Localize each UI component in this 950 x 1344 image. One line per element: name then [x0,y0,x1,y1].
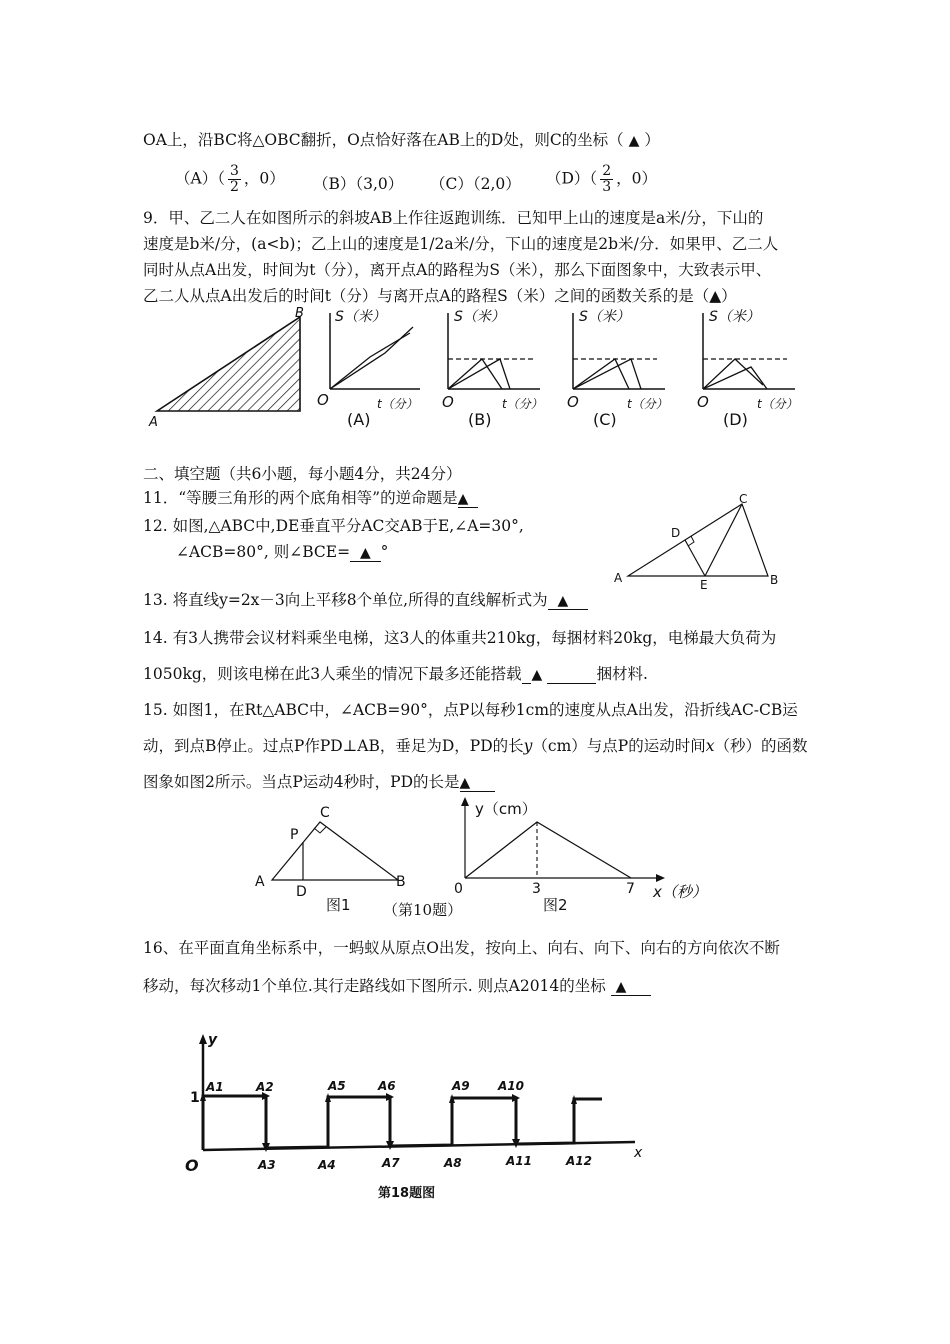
slope-triangle [157,317,300,411]
label-c: C [320,805,330,821]
q14-line2: 1050kg，则该电梯在此3人乘坐的情况下最多还能搭载 ▲ 捆材料. [143,665,648,683]
unit-label: 1 [190,1090,200,1106]
function-graph [465,822,631,878]
q13: 13. 将直线y=2x－3向上平移8个单位,所得的直线解析式为 ▲ [143,588,588,610]
y-label: y（cm） [475,800,537,818]
point-label: A12 [566,1154,592,1168]
graph-option-b [440,305,550,430]
answer-blank: ▲ [548,591,588,610]
graph-origin: O [697,393,709,411]
graph-option-label: (D) [723,410,748,429]
q8-option-a: （A）（ $\frac{3}{2}$ ，0） [175,163,285,195]
q15-line2: 动，到点B停止。过点P作PD⊥AB，垂足为D，PD的长y（cm）与点P的运动时间x（秒）的函数 [143,737,808,755]
ant-path [203,1096,602,1150]
graph-option-label: (A) [347,410,371,429]
q12-line1: 12. 如图,△ABC中,DE垂直平分AC交AB于E,∠A=30°, [143,517,524,535]
q8-stem: OA上，沿BC将△OBC翻折，O点恰好落在AB上的D处，则C的坐标（ ▲ ） [143,131,660,149]
q9-line1: 9．甲、乙二人在如图所示的斜坡AB上作往返跑训练．已知甲上山的速度是a米/分，下山的 [143,209,764,227]
graph-origin: O [567,393,579,411]
point-label: A10 [498,1079,524,1093]
x-label: x [634,1145,643,1161]
q15-line1: 15. 如图1，在Rt△ABC中，∠ACB=90°，点P以每秒1cm的速度从点A出发，沿折线AC-CB运 [143,701,798,719]
q16-line2: 移动，每次移动1个单位.其行走路线如下图所示. 则点A2014的坐标 ▲ [143,974,651,996]
label-c: C [739,492,748,506]
y-label: y [208,1032,218,1048]
q12-triangle-figure [610,492,790,592]
graph-x-label: t（分） [502,397,543,411]
graph-option-c [565,305,675,430]
q9-line2: 速度是b米/分，(a<b)；乙上山的速度是1/2a米/分，下山的速度是2b米/分．如果甲、乙二人 [143,235,779,253]
y-arrow [199,1034,207,1044]
answer-blank: ▲ [458,489,479,508]
tick-7: 7 [626,881,635,897]
label-p: P [290,827,299,843]
q15-figure-caption: （第10题） [383,901,463,919]
label-a: A [614,571,623,585]
graph-line [703,367,767,389]
x-label: x（秒） [653,883,707,901]
graph-origin: O [442,393,454,411]
point-label: A1 [206,1080,224,1094]
graph-y-label: S（米） [709,309,760,325]
figure-caption: 第18题图 [378,1186,436,1201]
point-label: A4 [318,1158,336,1172]
q15-figure-2 [445,795,715,920]
label-d: D [671,526,681,540]
figure-caption: 图1 [326,896,351,914]
figure-caption: 图2 [543,896,568,914]
graph-y-label: S（米） [579,309,630,325]
q9-line4: 乙二人从点A出发后的时间t（分）与离开点A的路程S（米）之间的函数关系的是（▲） [143,287,737,305]
triangle-abc [628,504,768,576]
label-e: E [700,578,708,592]
answer-blank: ▲ [628,133,640,149]
slope-label-b: B [295,306,304,321]
segment-ce [705,504,742,576]
point-label: A8 [444,1156,462,1170]
graph-y-label: S（米） [454,309,505,325]
q16-line1: 16、在平面直角坐标系中，一蚂蚁从原点O出发，按向上、向右、向下、向右的方向依次不断 [143,939,780,957]
q8-option-d: （D）（ $\frac{2}{3}$ ，0） [546,163,657,195]
tick-3: 3 [532,881,541,897]
graph-option-d [695,305,805,430]
q8-option-b: （B）（3,0） [313,175,404,193]
y-arrow [461,797,469,806]
q8-option-c: （C）（2,0） [430,175,521,193]
origin-label: O [185,1156,199,1175]
answer-blank: ▲ [611,977,651,996]
point-label: A11 [506,1154,532,1168]
graph-option-label: (B) [468,410,492,429]
graph-line [448,359,510,389]
q16-ant-path-figure [180,1030,660,1210]
answer-blank: ▲ [350,543,381,562]
answer-blank [522,665,532,684]
graph-option-a [315,305,425,430]
point-label: A5 [328,1079,346,1093]
graph-y-label: S（米） [335,309,386,325]
point-label: A2 [256,1080,274,1094]
q15-line3: 图象如图2所示。当点P运动4秒时，PD的长是▲ [143,770,495,792]
answer-blank: ▲ [460,773,495,792]
graph-line [573,359,641,389]
label-b: B [396,874,406,890]
label-b: B [770,573,779,587]
origin-label: 0 [454,881,463,897]
q11: 11．“等腰三角形的两个底角相等”的逆命题是▲ [143,486,478,508]
q12-line2: ∠ACB=80°, 则∠BCE= ▲ ° [176,543,389,561]
q9-line3: 同时从点A出发，时间为t（分），离开点A的路程为S（米），那么下面图象中，大致表示甲、 [143,261,772,279]
point-label: A7 [382,1156,400,1170]
x-arrow [656,874,665,882]
graph-option-label: (C) [593,410,617,429]
label-d: D [296,884,307,900]
graph-origin: O [317,391,329,409]
fraction: $\frac{2}{3}$ [602,163,612,195]
slope-label-a: A [149,415,158,430]
point-label: A6 [378,1079,396,1093]
graph-x-label: t（分） [627,397,668,411]
slope-figure [145,305,315,435]
point-label: A3 [258,1158,276,1172]
section-title: 二、填空题（共6小题，每小题4分，共24分） [143,465,462,483]
point-label: A9 [452,1079,470,1093]
label-a: A [255,874,265,890]
fraction: $\frac{3}{2}$ [229,163,239,195]
graph-x-label: t（分） [377,397,418,411]
graph-x-label: t（分） [757,397,798,411]
q14-line1: 14. 有3人携带会议材料乘坐电梯，这3人的体重共210kg，每捆材料20kg，电梯最大负荷为 [143,629,777,647]
